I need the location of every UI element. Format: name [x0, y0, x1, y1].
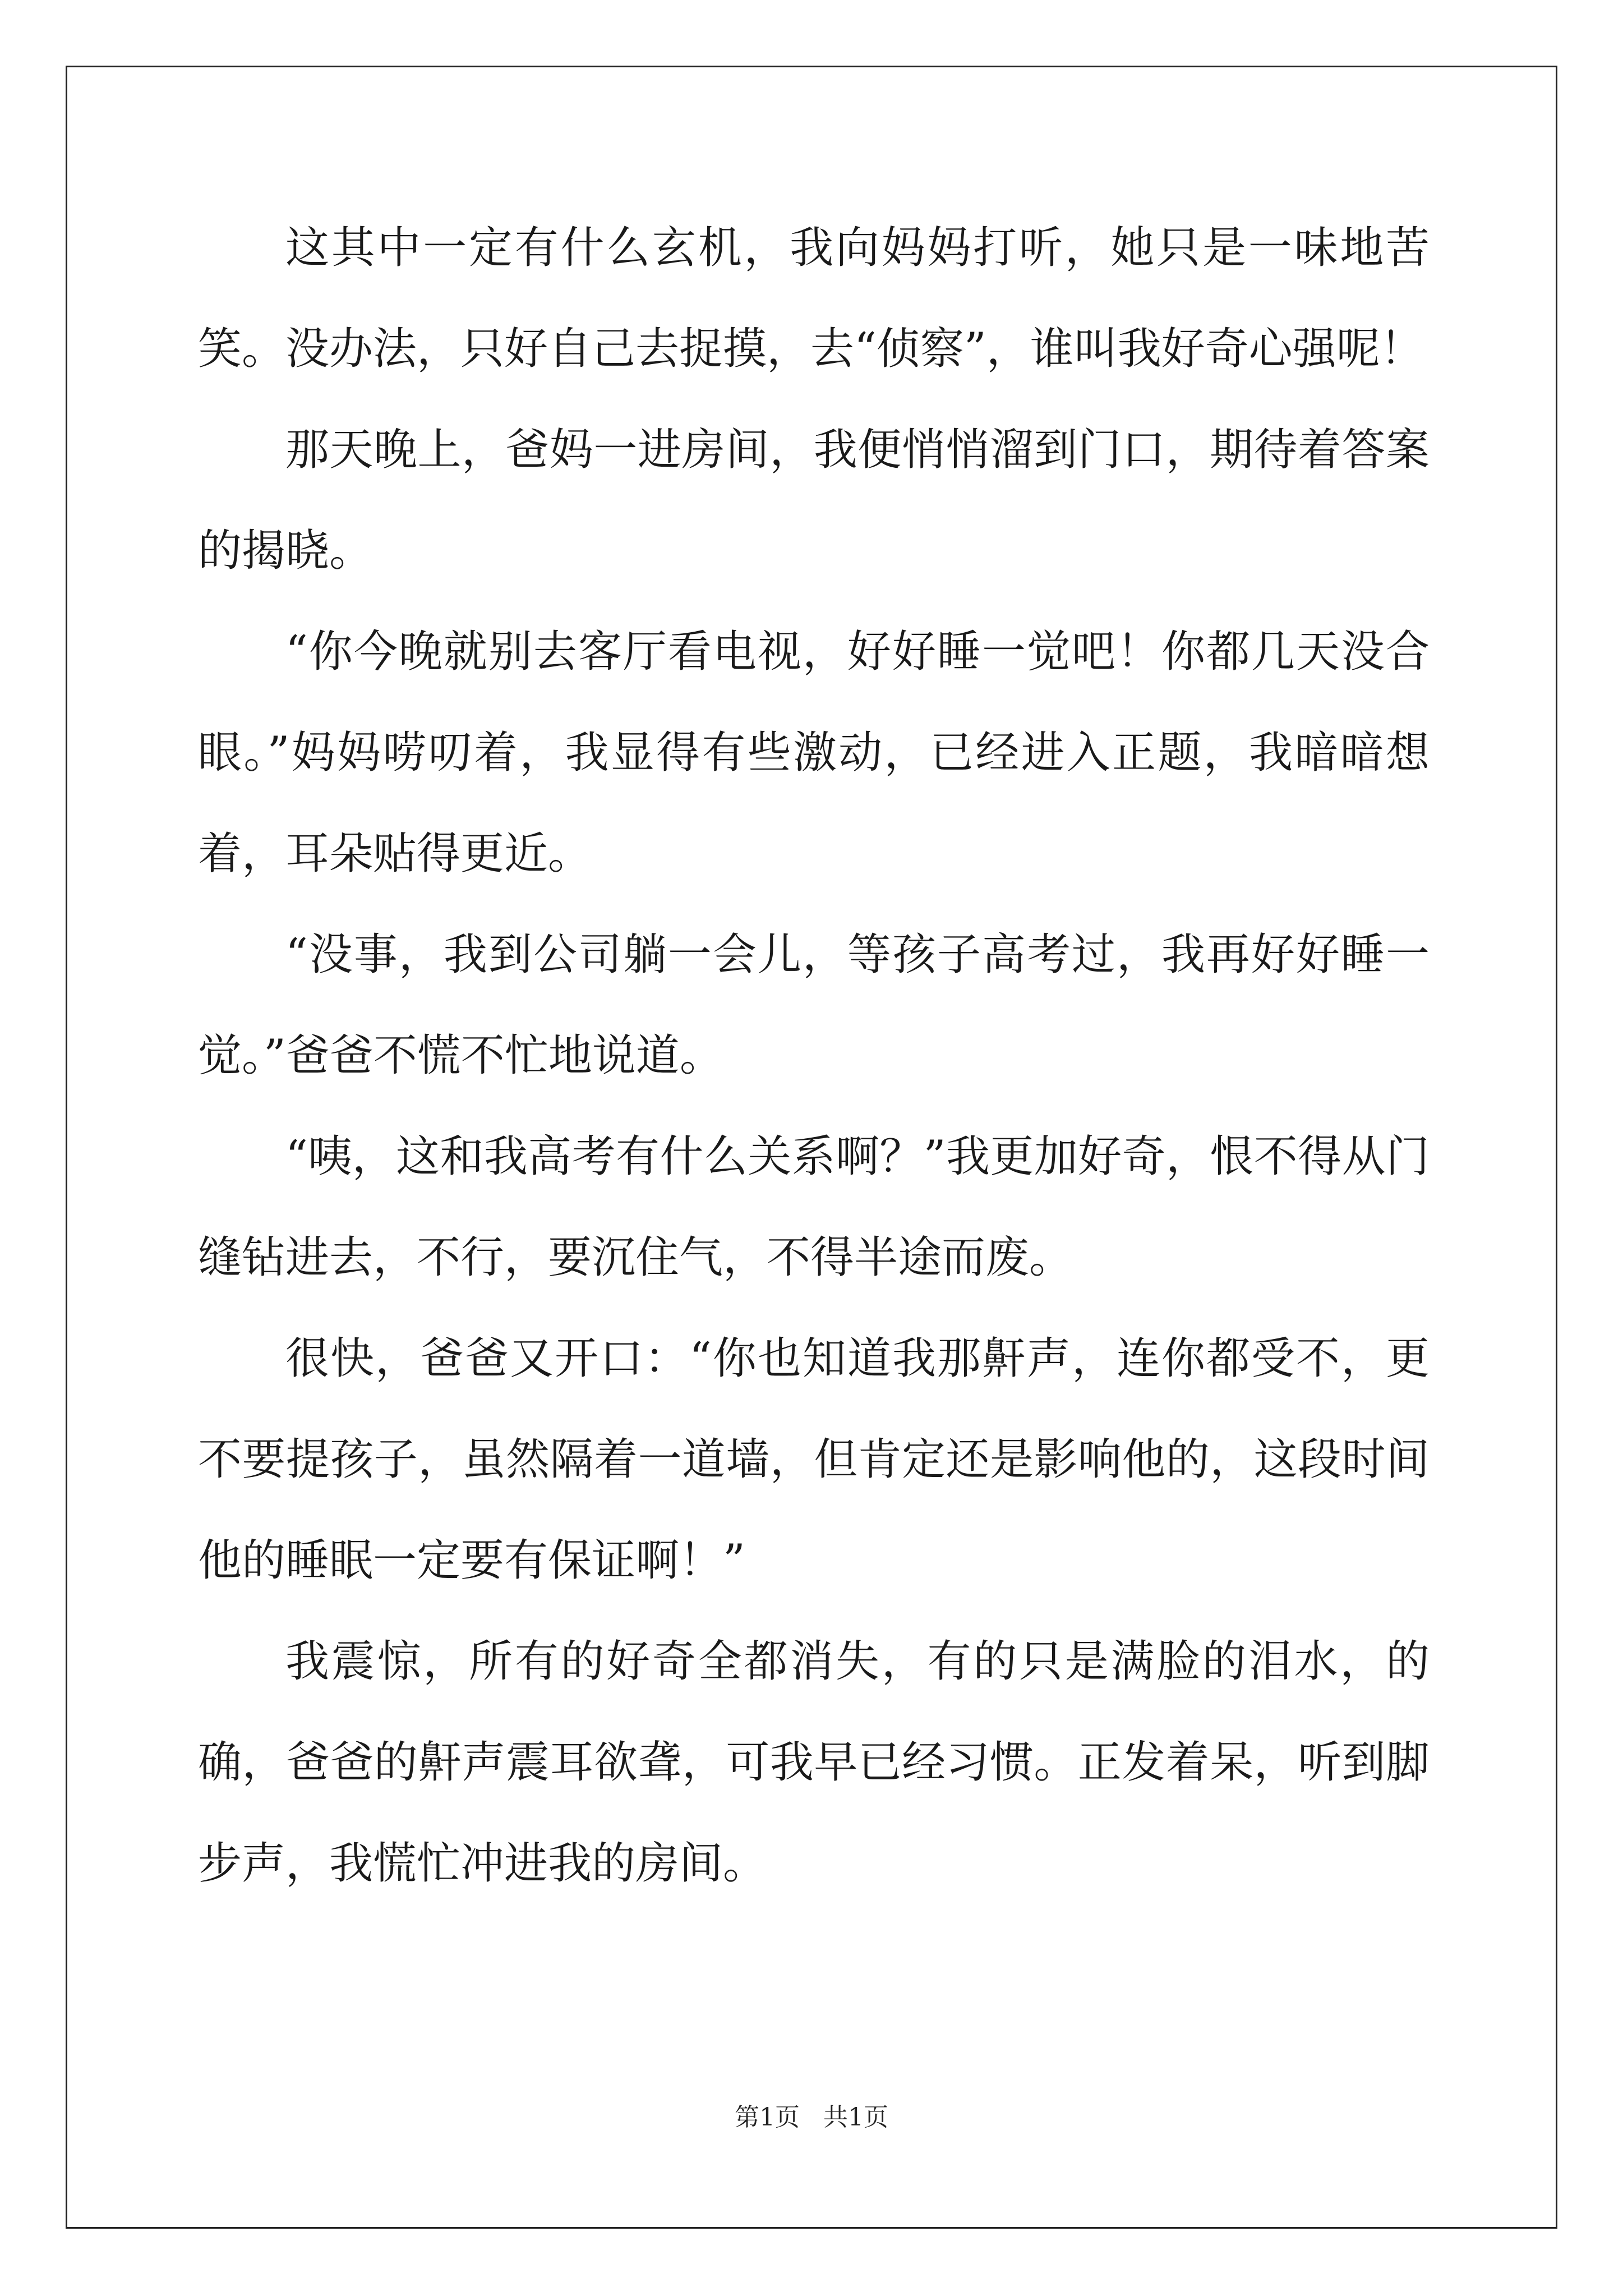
paragraph: “咦，这和我高考有什么关系啊？”我更加好奇，恨不得从门缝钻进去，不行，要沉住气，不得半途而废。: [198, 1131, 1430, 1283]
paragraph: 那天晚上，爸妈一进房间，我便悄悄溜到门口，期待着答案的揭晓。: [198, 425, 1430, 576]
document-body: [198, 197, 1430, 1914]
page-total: 共1页: [823, 2103, 888, 2132]
paragraph: 很快，爸爸又开口：“你也知道我那鼾声，连你都受不，更不要提孩子，虽然隔着一道墙，但肯定还是影响他的，这段时间他的睡眠一定要有保证啊！”: [198, 1333, 1430, 1586]
paragraph: “没事，我到公司躺一会儿，等孩子高考过，我再好好睡一觉。”爸爸不慌不忙地说道。: [198, 930, 1430, 1081]
page-footer: [0, 2101, 1623, 2134]
paragraph: “你今晚就别去客厅看电视，好好睡一觉吧！你都几天没合眼。”妈妈唠叨着，我显得有些激动，已经进入正题，我暗暗想着，耳朵贴得更近。: [198, 627, 1430, 879]
page-number: 第1页: [735, 2103, 800, 2132]
paragraph: 这其中一定有什么玄机，我向妈妈打听，她只是一味地苦笑。没办法，只好自己去捉摸，去“侦察”，谁叫我好奇心强呢！: [198, 223, 1430, 374]
paragraph: 我震惊，所有的好奇全都消失，有的只是满脸的泪水，的确，爸爸的鼾声震耳欲聋，可我早已经习惯。正发着呆，听到脚步声，我慌忙冲进我的房间。: [198, 1636, 1430, 1889]
